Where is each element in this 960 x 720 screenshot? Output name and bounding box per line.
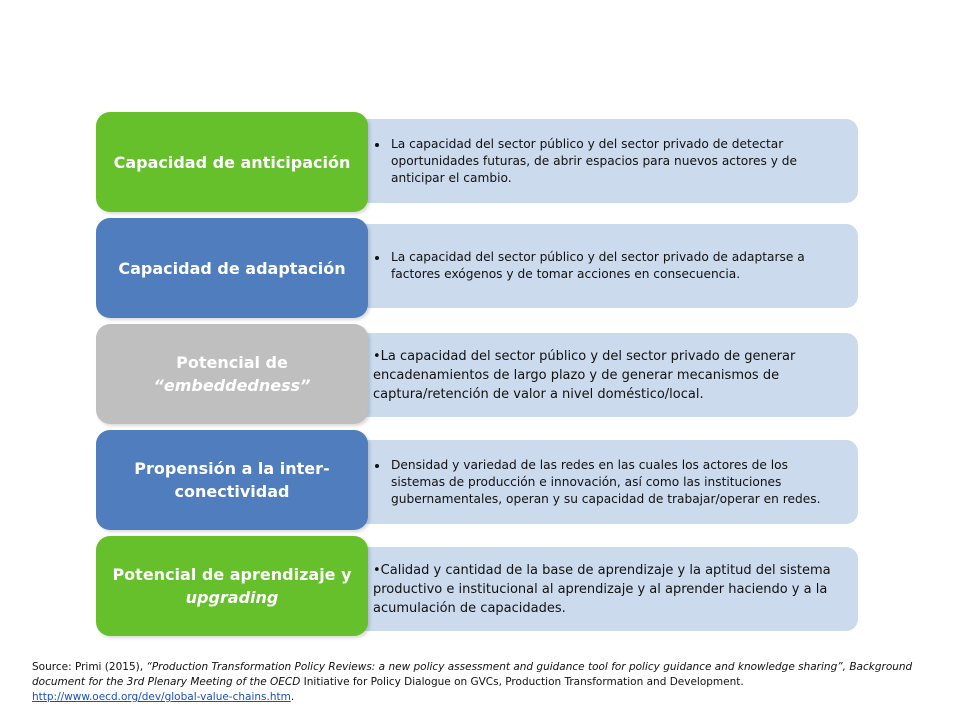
source-citation	[32, 660, 932, 705]
label-box-anticipation	[96, 112, 368, 212]
description-box-learning	[345, 547, 858, 631]
label-box-interconnectivity	[96, 430, 368, 530]
description-box-anticipation	[345, 119, 858, 203]
label-learning-line2: upgrading	[185, 588, 279, 607]
description-learning: •Calidad y cantidad de la base de aprendizaje y la aptitud del sistema productivo e institucional al aprendizaje y al aprender haciendo y a la acumulación de capacidades.	[373, 562, 831, 616]
description-adaptation: • La capacidad del sector público y del sector privado de adaptarse a factores exógenos y de tomar acciones en consecuencia.	[389, 249, 844, 283]
source-prefix: Source: Primi (2015),	[32, 661, 147, 673]
description-interconnectivity: • Densidad y variedad de las redes en las cuales los actores de los sistemas de producción e innovación, así como las instituciones gubernamentales, operan y su capacidad de trabajar/operar en redes.	[389, 457, 844, 508]
description-box-adaptation	[345, 224, 858, 308]
label-embeddedness-line2: “embeddedness”	[153, 376, 311, 395]
label-anticipation: Capacidad de anticipación	[113, 152, 351, 172]
label-box-embeddedness	[96, 324, 368, 424]
description-box-embeddedness	[345, 333, 858, 417]
label-box-adaptation	[96, 218, 368, 318]
label-interconnectivity: Propensión a la inter-conectividad	[134, 459, 330, 501]
label-learning-line1: Potencial de aprendizaje y	[112, 565, 352, 584]
source-title: “Production Transformation Policy Reviews: a new policy assessment and guidance tool for policy guidance and knowledge sharing”, Background document for the 3rd Plenary Meeting of the OECD	[32, 661, 913, 688]
description-anticipation: • La capacidad del sector público y del sector privado de detectar oportunidades futuras, de abrir espacios para nuevos actores y de anticipar el cambio.	[389, 136, 844, 187]
source-end: .	[290, 691, 295, 703]
source-link[interactable]: http://www.oecd.org/dev/global-value-chains.htm	[32, 691, 291, 703]
label-box-learning	[96, 536, 368, 636]
description-box-interconnectivity	[345, 440, 858, 524]
source-rest: Initiative for Policy Dialogue on GVCs, Production Transformation and Development.	[300, 676, 744, 688]
label-embeddedness-line1: Potencial de	[176, 353, 288, 372]
description-embeddedness: •La capacidad del sector público y del sector privado de generar encadenamientos de largo plazo y de generar mecanismos de captura/retención de valor a nivel doméstico/local.	[373, 348, 796, 402]
label-adaptation: Capacidad de adaptación	[118, 258, 346, 278]
